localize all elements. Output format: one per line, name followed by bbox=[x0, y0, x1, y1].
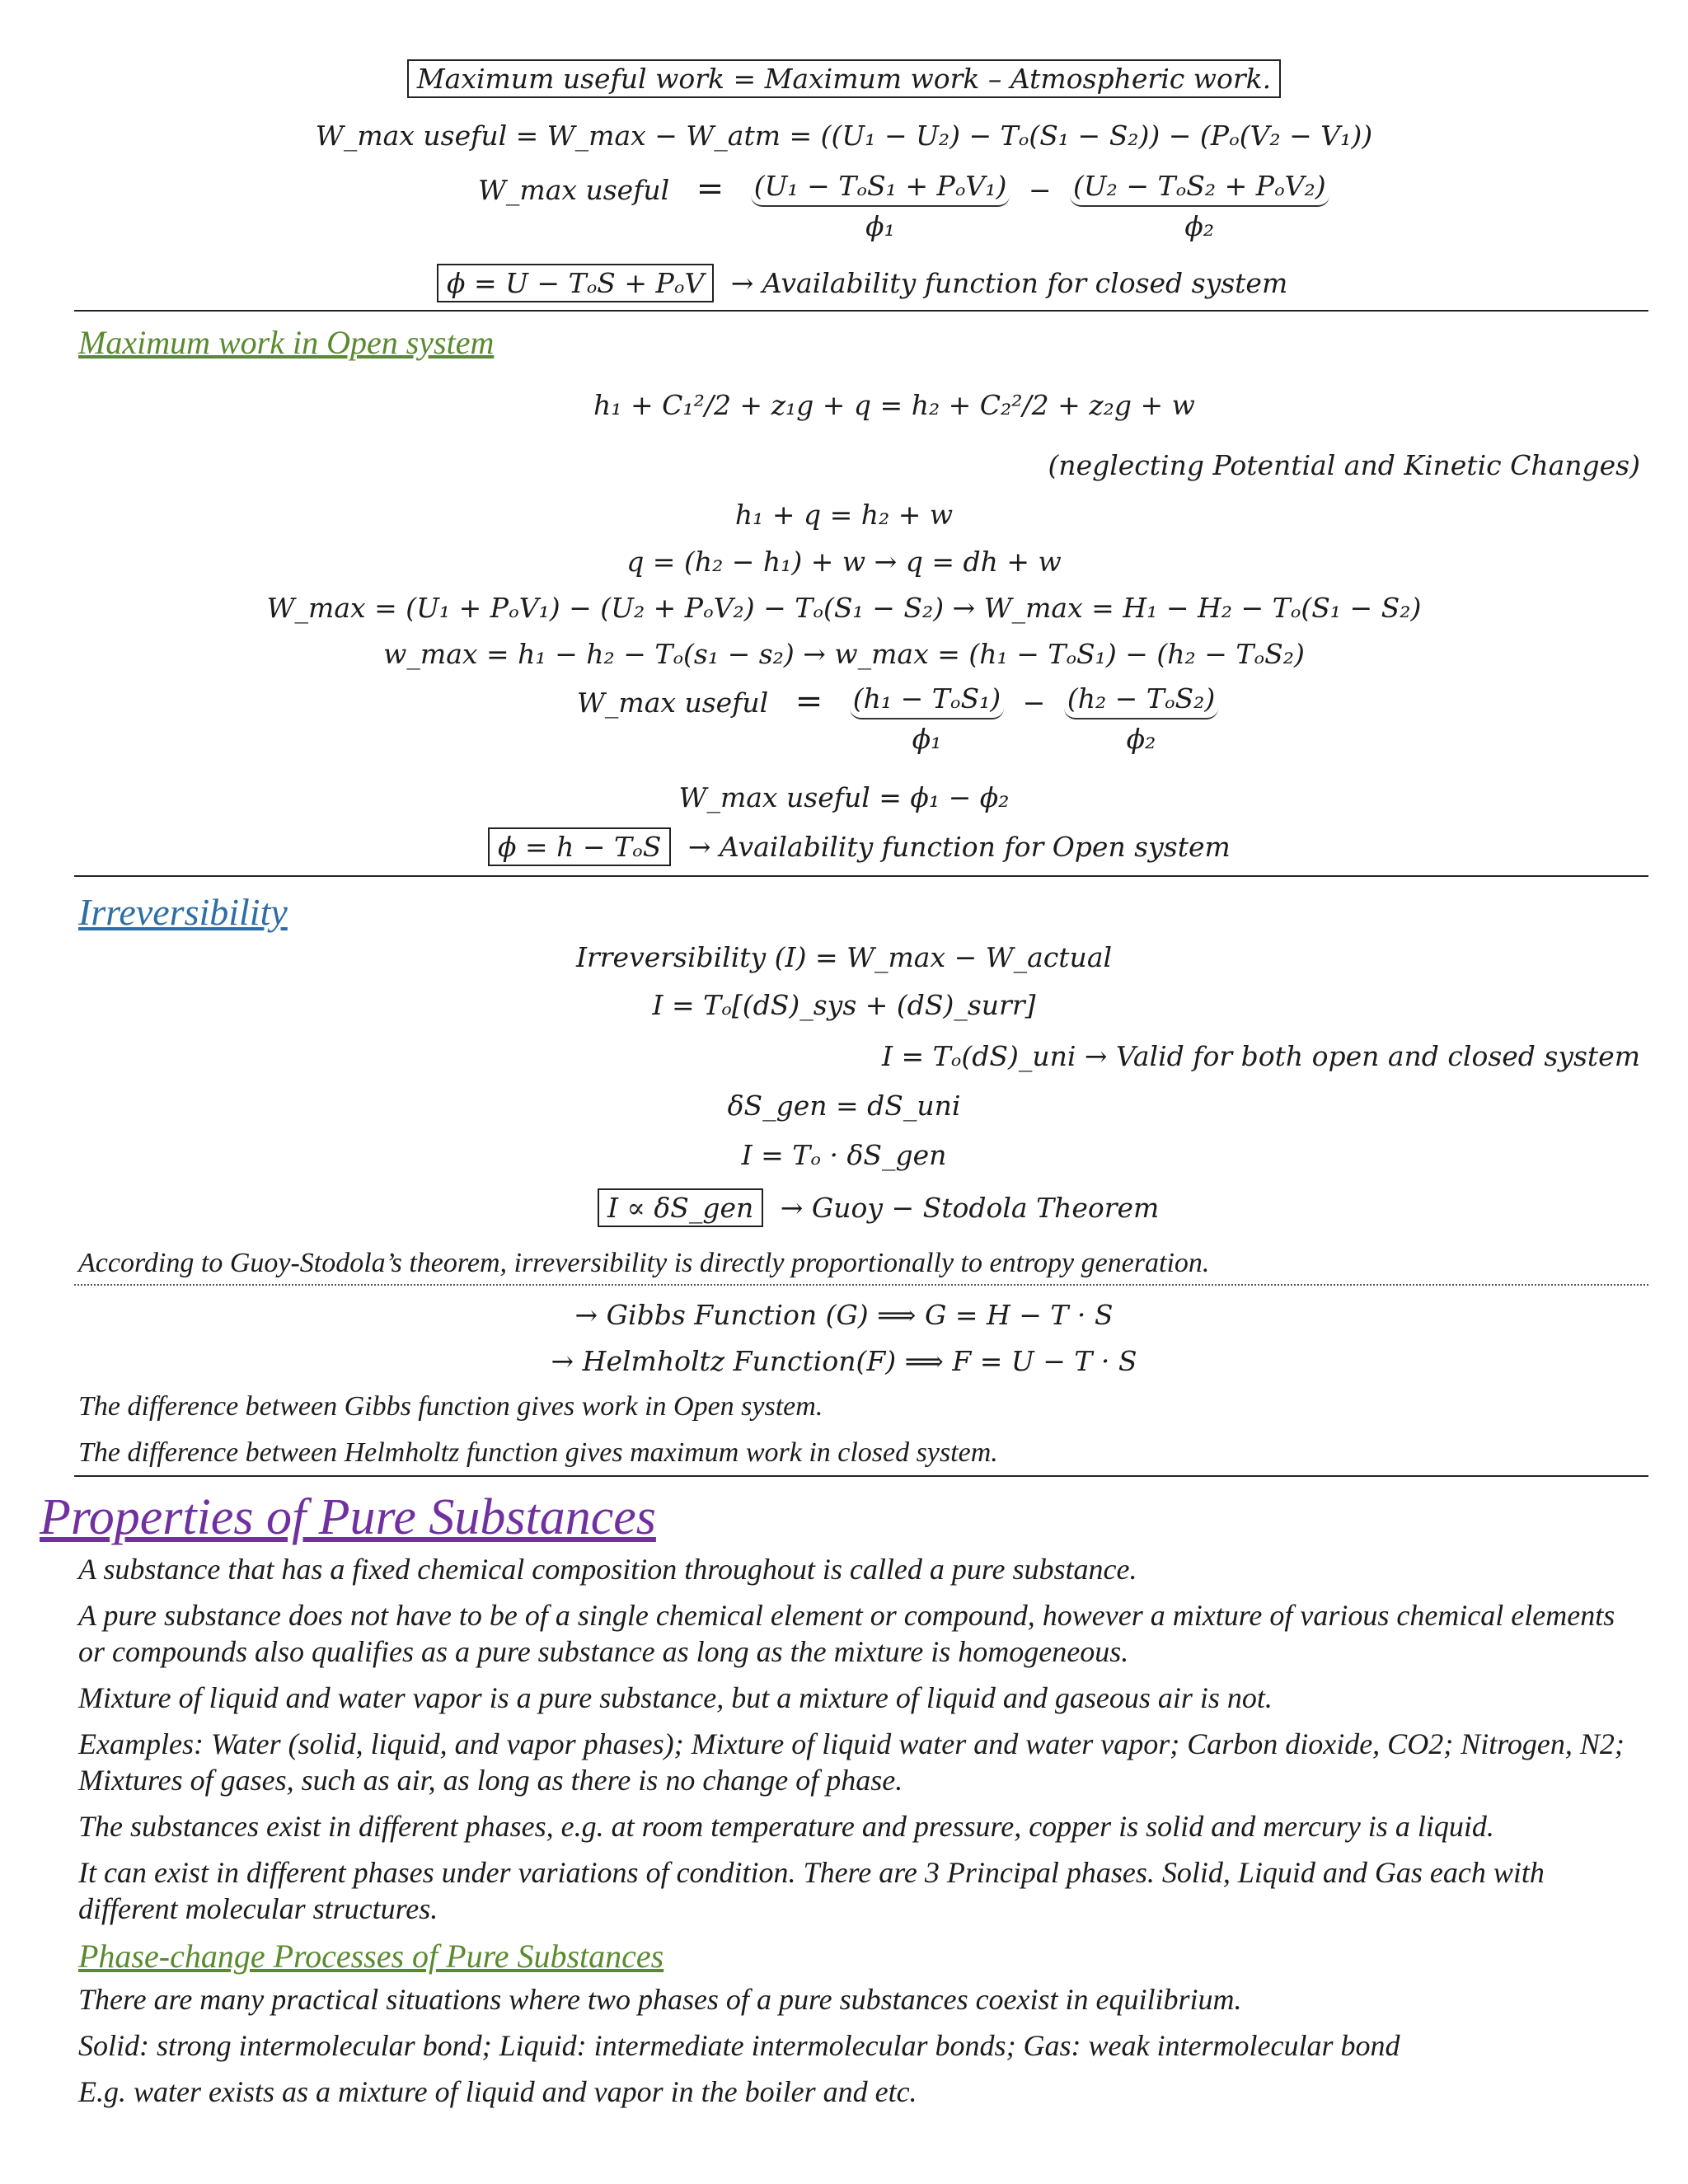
open-eq-e-term1: (h₁ − TₒS₁) bbox=[850, 682, 1004, 719]
irrev-theorem-text: → Guoy − Stodola Theorem bbox=[780, 1192, 1160, 1224]
pure-paragraph: A substance that has a fixed chemical composition throughout is called a pure substance. bbox=[78, 1553, 1137, 1586]
phase-paragraph: There are many practical situations where two phases of a pure substances coexist in equilibrium. bbox=[78, 1983, 1242, 2016]
pure-heading: Properties of Pure Substances bbox=[40, 1489, 656, 1545]
divider-1 bbox=[74, 310, 1648, 312]
irrev-heading: Irreversibility bbox=[78, 891, 288, 933]
open-eq-d: w_max = h₁ − h₂ − Tₒ(s₁ − s₂) → w_max = (h₁ − TₒS₁) − (h₂ − TₒS₂) bbox=[383, 638, 1305, 670]
closed-eq2-phi2: ϕ₂ bbox=[1184, 210, 1215, 242]
irrev-theorem-row bbox=[598, 1192, 1159, 1224]
irrev-eq4: δS_gen = dS_uni bbox=[727, 1090, 961, 1122]
irrev-eq2: I = Tₒ[(dS)_sys + (dS)_surr] bbox=[652, 989, 1036, 1021]
pure-paragraph: The substances exist in different phases, e.g. at room temperature and pressure, copper is solid and mercury is a liquid. bbox=[78, 1810, 1494, 1843]
irrev-eq5: I = Tₒ · δS_gen bbox=[741, 1139, 947, 1171]
open-heading: Maximum work in Open system bbox=[78, 324, 495, 361]
open-eq-e-brace-2 bbox=[1064, 682, 1218, 755]
phase-heading: Phase-change Processes of Pure Substances bbox=[78, 1938, 664, 1975]
closed-eq2-lhs: W_max useful bbox=[478, 174, 670, 206]
closed-title-row bbox=[0, 63, 1688, 95]
closed-eq2-term1: (U₁ − TₒS₁ + PₒV₁) bbox=[751, 170, 1010, 207]
irrev-gibbs: → Gibbs Function (G) ⟹ G = H − T · S bbox=[574, 1299, 1114, 1331]
closed-eq2-equals: = bbox=[696, 170, 724, 208]
closed-eq1: W_max useful = W_max − W_atm = ((U₁ − U₂) − Tₒ(S₁ − S₂)) − (Pₒ(V₂ − V₁)) bbox=[315, 120, 1373, 152]
phase-paragraph: E.g. water exists as a mixture of liquid and vapor in the boiler and etc. bbox=[78, 2075, 917, 2108]
pure-paragraph: A pure substance does not have to be of a single chemical element or compound, however a mixture of various chemical elements or compounds also qualifies as a pure substance as long as the mixture is homogeneous. bbox=[78, 1599, 1615, 1668]
closed-avail-text: → Availability function for closed system bbox=[730, 267, 1288, 299]
open-sfee: h₁ + C₁²/2 + z₁g + q = h₂ + C₂²/2 + z₂g + w bbox=[593, 389, 1195, 421]
irrev-eq1: Irreversibility (I) = W_max − W_actual bbox=[575, 941, 1113, 973]
phase-paragraph: Solid: strong intermolecular bond; Liquid: intermediate intermolecular bonds; Gas: weak intermolecular bond bbox=[78, 2029, 1400, 2062]
closed-eq2-phi1: ϕ₁ bbox=[865, 210, 895, 242]
divider-dotted bbox=[74, 1284, 1648, 1286]
pure-paragraph: It can exist in different phases under variations of condition. There are 3 Principal phases. Solid, Liquid and Gas each with different molecular structures. bbox=[78, 1856, 1545, 1925]
open-eq-e bbox=[577, 682, 1218, 755]
closed-boxed-title: Maximum useful work = Maximum work – Atmospheric work. bbox=[407, 59, 1281, 98]
closed-eq2 bbox=[478, 170, 1329, 242]
closed-eq2-minus: − bbox=[1028, 174, 1052, 206]
open-eq-e-equals: = bbox=[795, 682, 823, 720]
open-note: (neglecting Potential and Kinetic Changes) bbox=[1048, 449, 1640, 481]
irrev-line-1: The difference between Gibbs function gives work in Open system. bbox=[78, 1391, 823, 1422]
closed-eq2-term2: (U₂ − TₒS₂ + PₒV₂) bbox=[1070, 170, 1329, 207]
divider-3 bbox=[74, 1475, 1648, 1477]
open-avail-text: → Availability function for Open system bbox=[687, 831, 1231, 863]
pure-paragraph: Mixture of liquid and water vapor is a pure substance, but a mixture of liquid and gaseous air is not. bbox=[78, 1681, 1273, 1714]
open-eq-e-term2: (h₂ − TₒS₂) bbox=[1064, 682, 1218, 719]
open-eq-e-phi1: ϕ₁ bbox=[912, 723, 942, 755]
open-eq-e-lhs: W_max useful bbox=[577, 687, 769, 719]
open-eq-e-phi2: ϕ₂ bbox=[1126, 723, 1156, 755]
open-avail-box: ϕ = h − TₒS bbox=[488, 827, 671, 866]
irrev-theorem-box: I ∝ δS_gen bbox=[598, 1188, 763, 1227]
irrev-eq3: I = Tₒ(dS)_uni → Valid for both open and closed system bbox=[882, 1040, 1640, 1072]
irrev-line-2: The difference between Helmholtz function gives maximum work in closed system. bbox=[78, 1437, 998, 1468]
closed-avail-box: ϕ = U − TₒS + PₒV bbox=[437, 264, 714, 302]
open-eq-e-minus: − bbox=[1022, 687, 1046, 719]
open-eq-e-brace-1 bbox=[850, 682, 1004, 755]
pure-paragraph: Examples: Water (solid, liquid, and vapor phases); Mixture of liquid water and water vapor; Carbon dioxide, CO2; Nitrogen, N2; Mixtures of gases, such as air, as long as there is no change of phase. bbox=[78, 1727, 1625, 1797]
closed-eq2-brace-1 bbox=[751, 170, 1010, 242]
closed-avail-row bbox=[437, 267, 1287, 299]
irrev-helmholtz: → Helmholtz Function(F) ⟹ F = U − T · S bbox=[551, 1345, 1137, 1377]
divider-2 bbox=[74, 875, 1648, 877]
open-eq-f: W_max useful = ϕ₁ − ϕ₂ bbox=[678, 781, 1010, 813]
open-eq-c: W_max = (U₁ + PₒV₁) − (U₂ + PₒV₂) − Tₒ(S₁ − S₂) → W_max = H₁ − H₂ − Tₒ(S₁ − S₂) bbox=[266, 592, 1422, 624]
open-eq-a: h₁ + q = h₂ + w bbox=[734, 499, 954, 531]
open-avail-row bbox=[488, 831, 1231, 863]
irrev-statement: According to Guoy-Stodola’s theorem, irreversibility is directly proportionally to entropy generation. bbox=[78, 1248, 1210, 1278]
closed-eq2-brace-2 bbox=[1070, 170, 1329, 242]
open-eq-b: q = (h₂ − h₁) + w → q = dh + w bbox=[626, 546, 1062, 578]
